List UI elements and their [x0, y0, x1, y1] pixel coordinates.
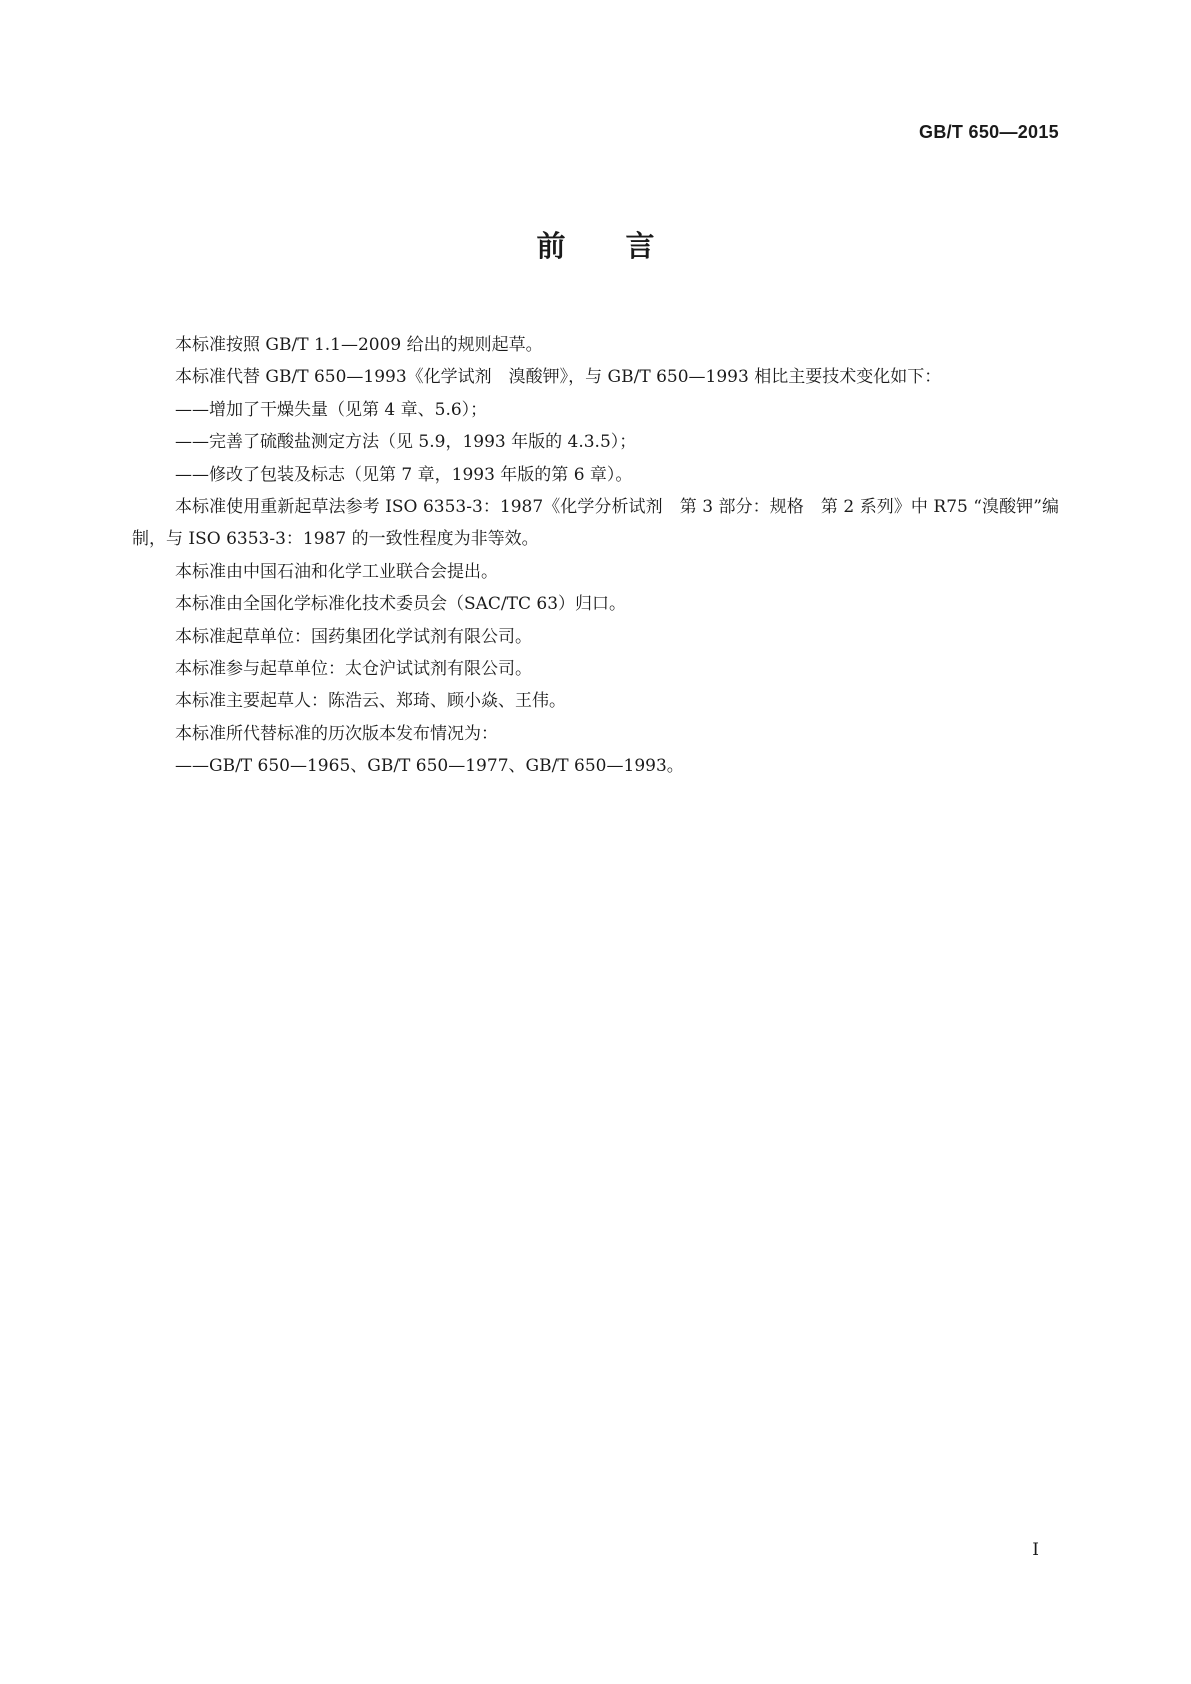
standard-number: GB/T 650—2015	[919, 122, 1059, 142]
paragraph-proposed-by: 本标准由中国石油和化学工业联合会提出。	[175, 561, 498, 582]
foreword-body	[132, 329, 1059, 783]
change-item-1: ——增加了干燥失量（见第 4 章、5.6）；	[175, 399, 488, 420]
paragraph-drafting-rules: 本标准按照 GB/T 1.1—2009 给出的规则起草。	[175, 335, 543, 355]
paragraph-iso-reference: 本标准使用重新起草法参考 ISO 6353-3：1987《化学分析试剂 第 3 部分：规格 第 2 系列》中 R75 “溴酸钾”编制，与 ISO 6353-3：1987 的一致性程度为非等效。	[132, 497, 1059, 550]
page-title: 前言	[536, 229, 715, 263]
page-number: I	[1032, 1540, 1039, 1560]
paragraph-drafting-unit: 本标准起草单位：国药集团化学试剂有限公司。	[175, 626, 532, 647]
paragraph-technical-committee: 本标准由全国化学标准化技术委员会（SAC/TC 63）归口。	[175, 594, 627, 615]
previous-editions-list: ——GB/T 650—1965、GB/T 650—1977、GB/T 650—1993。	[175, 756, 684, 777]
paragraph-participating-unit: 本标准参与起草单位：太仓沪试试剂有限公司。	[175, 659, 532, 680]
paragraph-replacement: 本标准代替 GB/T 650—1993《化学试剂 溴酸钾》，与 GB/T 650—1993 相比主要技术变化如下：	[175, 367, 942, 388]
change-item-2: ——完善了硫酸盐测定方法（见 5.9，1993 年版的 4.3.5）；	[175, 432, 637, 453]
change-item-3: ——修改了包装及标志（见第 7 章，1993 年版的第 6 章）。	[175, 464, 633, 485]
paragraph-previous-editions: 本标准所代替标准的历次版本发布情况为：	[175, 723, 498, 744]
paragraph-drafters: 本标准主要起草人：陈浩云、郑琦、顾小焱、王伟。	[175, 691, 566, 712]
